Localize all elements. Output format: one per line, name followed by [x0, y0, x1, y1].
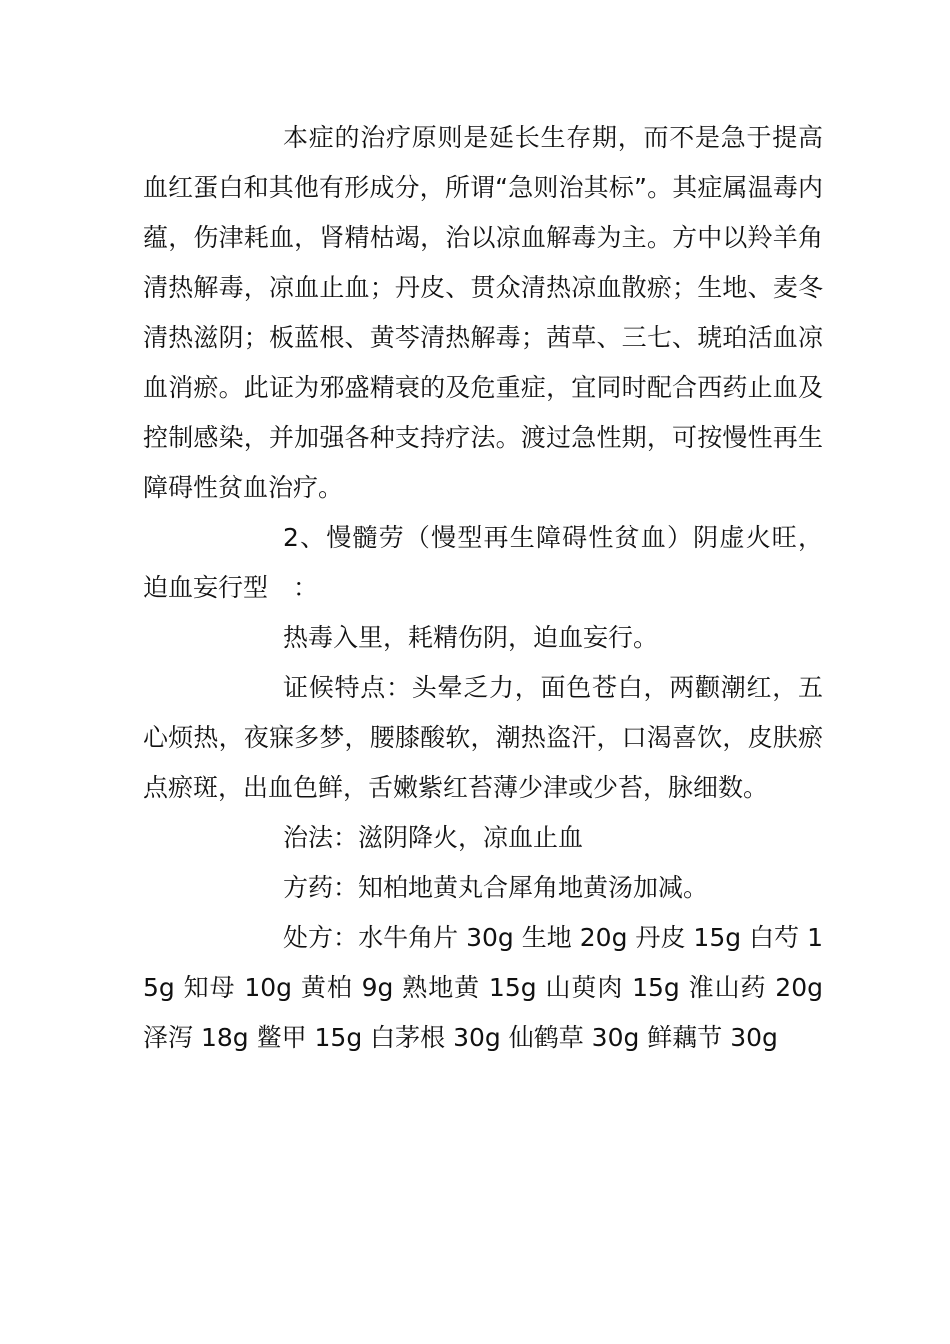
- paragraph-treatment-principle: 本症的治疗原则是延长生存期，而不是急于提高血红蛋白和其他有形成分，所谓“急则治其标”。其症属温毒内蕴，伤津耗血，肾精枯竭，治以凉血解毒为主。方中以羚羊角清热解毒，凉血止血；丹皮、贯众清热凉血散瘀；生地、麦冬清热滋阴；板蓝根、黄芩清热解毒；茜草、三七、琥珀活血凉血消瘀。此证为邪盛精衰的及危重症，宜同时配合西药止血及控制感染，并加强各种支持疗法。渡过急性期，可按慢性再生障碍性贫血治疗。: [143, 123, 823, 502]
- document-body: [143, 113, 823, 1063]
- paragraph-formula: 方药：知柏地黄丸合犀角地黄汤加减。: [283, 873, 709, 902]
- paragraph-symptoms: 证候特点：头晕乏力，面色苍白，两颧潮红，五心烦热，夜寐多梦，腰膝酸软，潮热盗汗，口渴喜饮，皮肤瘀点瘀斑，出血色鲜，舌嫩紫红苔薄少津或少苔，脉细数。: [143, 673, 823, 802]
- paragraph-section-heading: 2、慢髓劳（慢型再生障碍性贫血）阴虚火旺，迫血妄行型 ：: [143, 523, 823, 602]
- paragraph-prescription: 处方：水牛角片 30g 生地 20g 丹皮 15g 白芍 15g 知母 10g 黄柏 9g 熟地黄 15g 山萸肉 15g 淮山药 20g 泽泻 18g 鳖甲 15g 白茅根 30g 仙鹤草 30g 鲜藕节 30g: [143, 923, 823, 1052]
- paragraph-treatment-method: 治法：滋阴降火，凉血止血: [283, 823, 584, 852]
- paragraph-pathogenesis: 热毒入里，耗精伤阴，迫血妄行。: [283, 623, 659, 652]
